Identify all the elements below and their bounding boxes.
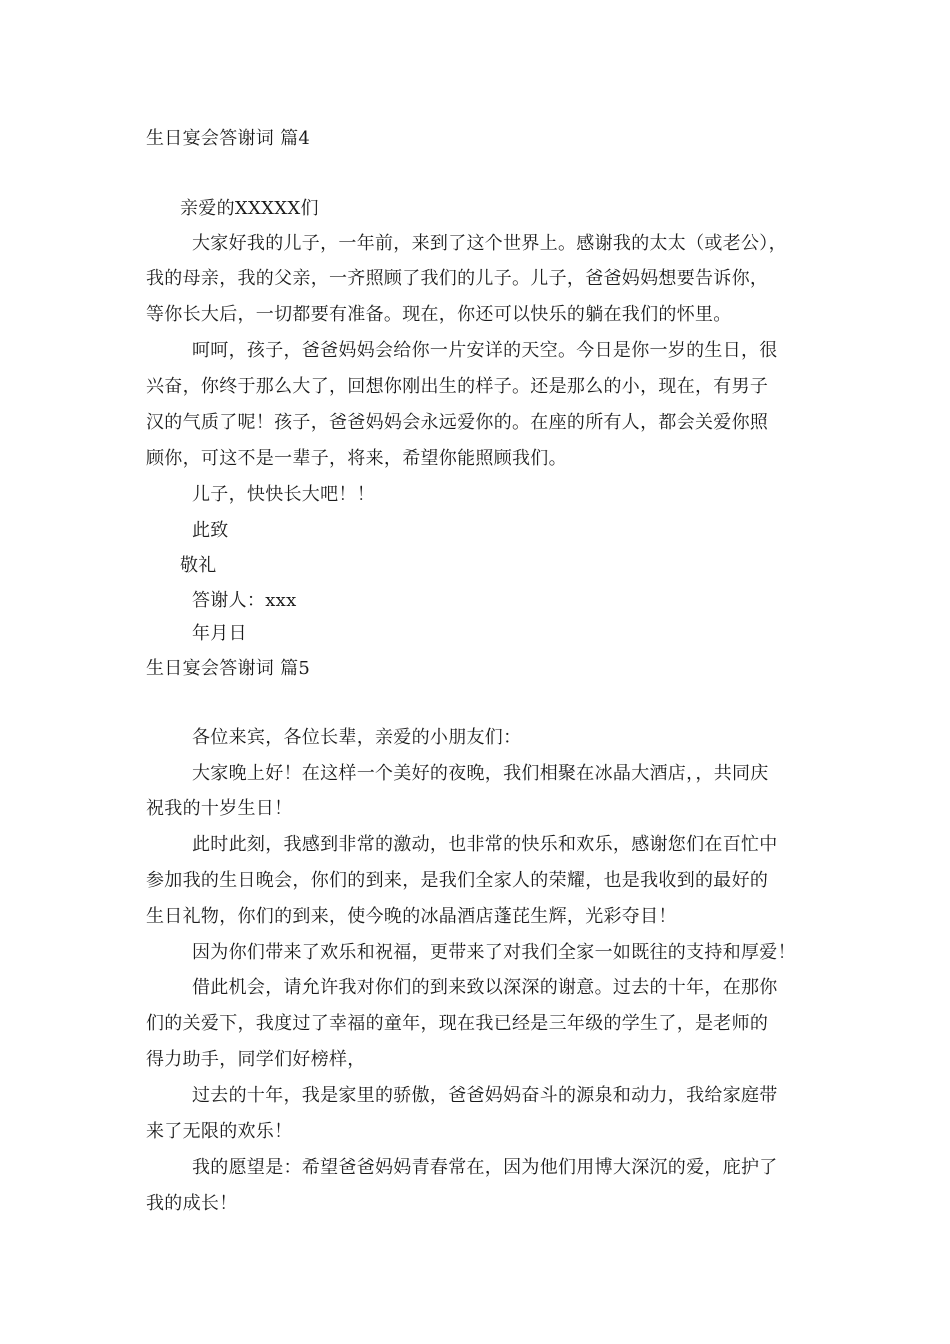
section4-p2-line2: 兴奋，你终于那么大了，回想你刚出生的样子。还是那么的小，现在，有男子 xyxy=(146,376,769,397)
section4-p2-line3: 汉的气质了呢！孩子，爸爸妈妈会永远爱你的。在座的所有人，都会关爱你照 xyxy=(146,412,769,433)
section4-p1-line2: 我的母亲，我的父亲，一齐照顾了我们的儿子。儿子，爸爸妈妈想要告诉你， xyxy=(146,268,769,289)
section5-p2-line3: 生日礼物，你们的到来，使今晚的冰晶酒店蓬芘生辉，光彩夺目！ xyxy=(146,906,677,927)
section4-heading: 生日宴会答谢词 篇4 xyxy=(146,128,311,149)
section4-closing-2: 敬礼 xyxy=(180,555,217,576)
section4-p1-line3: 等你长大后，一切都要有准备。现在，你还可以快乐的躺在我们的怀里。 xyxy=(146,304,732,325)
section5-p4-line1: 借此机会，请允许我对你们的到来致以深深的谢意。过去的十年，在那你 xyxy=(192,977,778,998)
section5-p2-line1: 此时此刻，我感到非常的激动，也非常的快乐和欢乐，感谢您们在百忙中 xyxy=(192,834,778,855)
section5-p5-line2: 来了无限的欢乐！ xyxy=(146,1121,293,1142)
section5-p3: 因为你们带来了欢乐和祝福，更带来了对我们全家一如既往的支持和厚爱！ xyxy=(192,942,796,963)
section4-signer: 答谢人：xxx xyxy=(192,590,297,611)
section4-p2-line4: 顾你，可这不是一辈子，将来，希望你能照顾我们。 xyxy=(146,448,567,469)
section5-p1-line1: 大家晚上好！在这样一个美好的夜晚，我们相聚在冰晶大酒店，，共同庆 xyxy=(192,763,769,784)
section5-greeting: 各位来宾，各位长辈，亲爱的小朋友们： xyxy=(192,727,522,748)
section4-closing-1: 此致 xyxy=(192,520,229,541)
section4-p1-line1: 大家好我的儿子，一年前，来到了这个世界上。感谢我的太太（或老公）， xyxy=(192,233,787,254)
section5-p5-line1: 过去的十年，我是家里的骄傲，爸爸妈妈奋斗的源泉和动力，我给家庭带 xyxy=(192,1085,778,1106)
section4-salutation: 亲爱的XXXXX们 xyxy=(180,198,319,219)
section4-date: 年月日 xyxy=(192,623,247,644)
section5-p6-line1: 我的愿望是：希望爸爸妈妈青春常在，因为他们用博大深沉的爱，庇护了 xyxy=(192,1157,778,1178)
section4-p2-line1: 呵呵，孩子，爸爸妈妈会给你一片安详的天空。今日是你一岁的生日，很 xyxy=(192,340,778,361)
section5-p1-line2: 祝我的十岁生日！ xyxy=(146,798,293,819)
section5-p2-line2: 参加我的生日晚会，你们的到来，是我们全家人的荣耀，也是我收到的最好的 xyxy=(146,870,769,891)
section5-p6-line2: 我的成长！ xyxy=(146,1193,238,1214)
section4-p3: 儿子，快快长大吧！！ xyxy=(192,484,375,505)
section5-p4-line3: 得力助手，同学们好榜样， xyxy=(146,1049,366,1070)
section5-p4-line2: 们的关爱下，我度过了幸福的童年，现在我已经是三年级的学生了，是老师的 xyxy=(146,1013,769,1034)
section5-heading: 生日宴会答谢词 篇5 xyxy=(146,658,311,679)
